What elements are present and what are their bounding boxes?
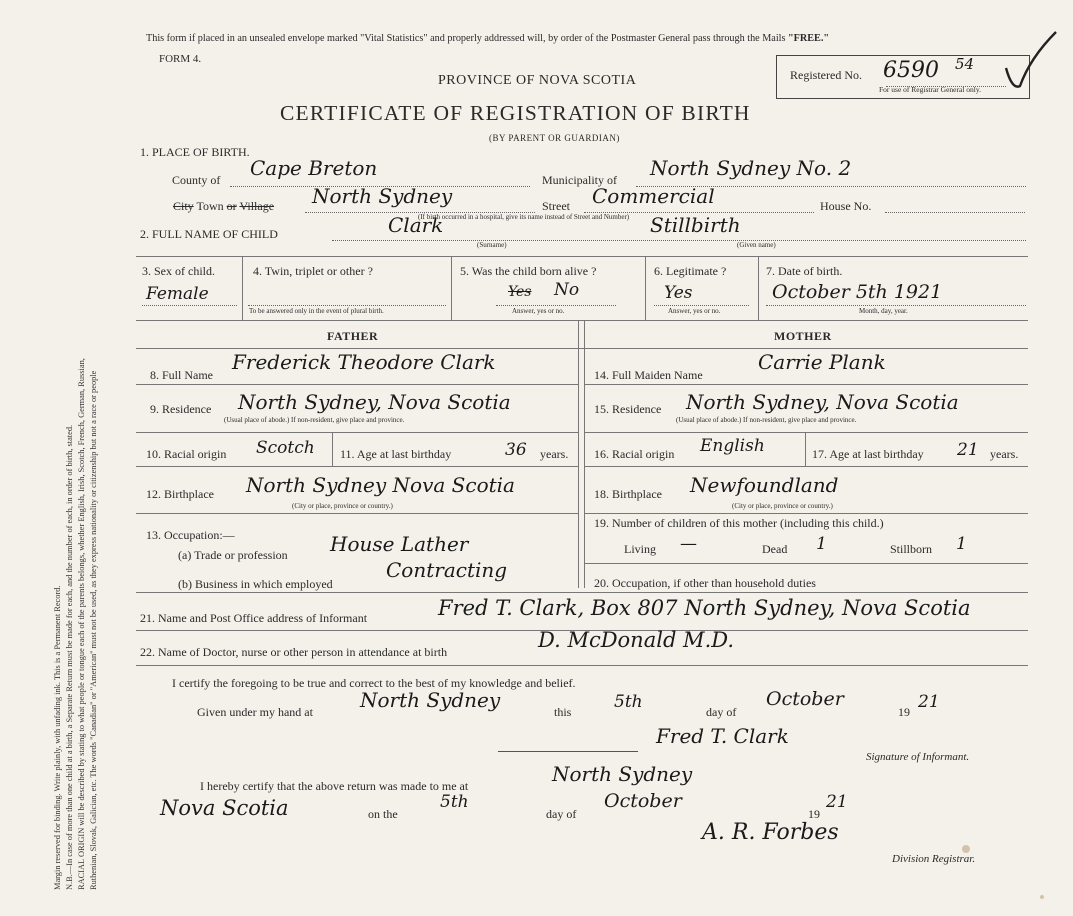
certify-statement: I certify the foregoing to be true and correct to the best of my knowledge and belief. [172, 676, 576, 690]
dead-value: 1 [816, 534, 827, 554]
margin-note-1: Margin reserved for binding. Write plainly, with unfading ink. This is a Permanent Record. [53, 585, 62, 890]
father-occupation-label: 13. Occupation:— [146, 528, 235, 542]
born-alive-value: No [554, 280, 580, 300]
mother-residence-note: (Usual place of abode.) If non-resident, give place and province. [676, 416, 857, 424]
street-note: (If birth occurred in a hospital, give its name instead of Street and Number) [418, 213, 630, 221]
registrar-place-line1: North Sydney [552, 762, 693, 786]
cert-day-label: day of [706, 705, 737, 719]
born-alive-label: 5. Was the child born alive ? [460, 264, 597, 278]
municipality-label: Municipality of [542, 173, 617, 187]
mother-residence-value: North Sydney, Nova Scotia [686, 390, 959, 414]
cert-year-prefix: 19 [898, 705, 910, 719]
born-alive-struck: Yes [508, 284, 532, 300]
child-name-label: 2. FULL NAME OF CHILD [140, 227, 278, 241]
father-business-label: (b) Business in which employed [178, 577, 333, 591]
legitimate-note: Answer, yes or no. [668, 307, 721, 315]
town-label-group [173, 199, 274, 214]
mother-birthplace-note: (City or place, province or country.) [732, 502, 833, 510]
given-place-value: North Sydney [360, 688, 501, 712]
mother-racial-label: 16. Racial origin [594, 447, 675, 461]
house-number-label: House No. [820, 199, 872, 213]
father-business-value: Contracting [386, 558, 508, 582]
registrar-month-value: October [604, 790, 682, 812]
mother-birthplace-label: 18. Birthplace [594, 487, 662, 501]
mother-racial-value: English [700, 436, 765, 456]
registrar-day-label: day of [546, 807, 577, 821]
mother-name-label: 14. Full Maiden Name [594, 368, 703, 382]
mother-age-label: 17. Age at last birthday [812, 447, 924, 461]
village-label: Village [239, 199, 275, 213]
father-heading: FATHER [327, 329, 379, 343]
form-number: FORM 4. [159, 53, 202, 65]
registration-number-box [776, 55, 1030, 99]
street-label: Street [542, 199, 570, 213]
father-racial-label: 10. Racial origin [146, 447, 227, 461]
margin-note-2: N.B.—In case of more than one child at a birth, a Separate Return must be made for each, and the number of each, in order of birth, stated. [65, 424, 74, 890]
municipality-value: North Sydney No. 2 [650, 156, 852, 180]
page-subtitle: (BY PARENT OR GUARDIAN) [489, 133, 620, 143]
father-age-label: 11. Age at last birthday [340, 447, 452, 461]
registrar-caption: Division Registrar. [892, 853, 976, 865]
or-label: or [226, 199, 237, 213]
father-residence-value: North Sydney, Nova Scotia [238, 390, 511, 414]
margin-note-3: RACIAL ORIGIN will be described by stating to what people or tongue each of the parents belongs, whether English, Irish, Scotch, French, German, Russian, [77, 358, 86, 890]
stillborn-value: 1 [956, 534, 967, 554]
living-value: — [680, 534, 697, 554]
street-value: Commercial [592, 184, 715, 208]
dead-label: Dead [762, 542, 788, 556]
father-name-label: 8. Full Name [150, 368, 213, 382]
cert-month-value: October [766, 688, 844, 710]
father-racial-value: Scotch [256, 438, 315, 458]
doctor-label: 22. Name of Doctor, nurse or other person in attendance at birth [140, 645, 448, 659]
legitimate-value: Yes [664, 283, 693, 303]
given-name-caption: (Given name) [737, 241, 776, 249]
mother-birthplace-value: Newfoundland [690, 473, 839, 497]
born-alive-note: Answer, yes or no. [512, 307, 565, 315]
town-value: North Sydney [312, 184, 453, 208]
father-residence-label: 9. Residence [150, 402, 212, 416]
county-label: County of [172, 173, 221, 187]
mother-name-value: Carrie Plank [758, 350, 886, 374]
father-residence-note: (Usual place of abode.) If non-resident, give place and province. [224, 416, 405, 424]
twin-note: To be answered only in the event of plural birth. [249, 307, 384, 315]
registrar-place-line2: Nova Scotia [160, 796, 289, 820]
sex-value: Female [146, 284, 209, 304]
father-birthplace-value: North Sydney Nova Scotia [246, 473, 515, 497]
ink-stain [962, 845, 970, 853]
father-birthplace-note: (City or place, province or country.) [292, 502, 393, 510]
sex-label: 3. Sex of child. [142, 264, 215, 278]
registrar-year-value: 21 [826, 792, 848, 812]
father-age-unit: years. [540, 447, 569, 461]
legitimate-label: 6. Legitimate ? [654, 264, 727, 278]
father-birthplace-label: 12. Birthplace [146, 487, 214, 501]
province-heading: PROVINCE OF NOVA SCOTIA [438, 73, 637, 88]
registered-note: For use of Registrar General only. [879, 85, 981, 94]
town-label: Town [196, 199, 224, 213]
registered-number: 6590 [883, 58, 939, 83]
cert-day-value: 5th [614, 692, 643, 712]
mail-notice-free: "FREE." [788, 33, 830, 44]
city-label: City [173, 199, 194, 213]
informant-label: 21. Name and Post Office address of Informant [140, 611, 368, 625]
mother-residence-label: 15. Residence [594, 402, 662, 416]
margin-note-4: Ruthenian, Slovak, Galician, etc. The words "Canadian" or "American" must not be used, as they express nationality or citizenship but not a race or people [89, 370, 98, 890]
twin-label: 4. Twin, triplet or other ? [253, 264, 373, 278]
registrar-statement: I hereby certify that the above return was made to me at [200, 779, 469, 793]
cert-year-value: 21 [918, 692, 940, 712]
check-mark-icon [1000, 28, 1060, 92]
margin-notes [52, 10, 100, 890]
mother-age-unit: years. [990, 447, 1019, 461]
stillborn-label: Stillborn [890, 542, 933, 556]
child-given-name: Stillbirth [650, 213, 741, 237]
registrar-on-label: on the [368, 807, 398, 821]
living-label: Living [624, 542, 656, 556]
mail-notice-text: This form if placed in an unsealed envelope marked "Vital Statistics" and properly addressed will, by order of the Postmaster General pass through the Mails [146, 33, 786, 44]
mother-occupation-label: 20. Occupation, if other than household duties [594, 576, 816, 590]
mail-notice [146, 33, 829, 44]
doctor-value: D. McDonald M.D. [538, 628, 735, 652]
mother-heading: MOTHER [774, 329, 832, 343]
surname-caption: (Surname) [477, 241, 507, 249]
mother-children-label: 19. Number of children of this mother (including this child.) [594, 516, 884, 530]
place-of-birth-label: 1. PLACE OF BIRTH. [140, 145, 250, 159]
given-under-label: Given under my hand at [197, 705, 313, 719]
father-name-value: Frederick Theodore Clark [232, 350, 496, 374]
this-label: this [554, 705, 572, 719]
informant-signature-caption: Signature of Informant. [866, 751, 970, 763]
registrar-signature: A. R. Forbes [702, 820, 839, 845]
registered-extra: 54 [955, 55, 975, 73]
father-age-value: 36 [505, 440, 527, 460]
county-value: Cape Breton [250, 156, 378, 180]
page-title: CERTIFICATE OF REGISTRATION OF BIRTH [280, 101, 751, 125]
date-of-birth-note: Month, day, year. [859, 307, 908, 315]
informant-signature: Fred T. Clark [656, 724, 789, 748]
registrar-year-prefix: 19 [808, 807, 820, 821]
date-of-birth-label: 7. Date of birth. [766, 264, 843, 278]
child-surname: Clark [388, 213, 444, 237]
registered-label: Registered No. [790, 68, 862, 82]
ink-stain [1040, 895, 1044, 899]
date-of-birth-value: October 5th 1921 [772, 281, 943, 303]
registrar-day-value: 5th [440, 792, 469, 812]
informant-value: Fred T. Clark, Box 807 North Sydney, Nova Scotia [438, 596, 971, 620]
mother-age-value: 21 [957, 440, 979, 460]
father-trade-label: (a) Trade or profession [178, 548, 288, 562]
father-trade-value: House Lather [330, 532, 469, 556]
